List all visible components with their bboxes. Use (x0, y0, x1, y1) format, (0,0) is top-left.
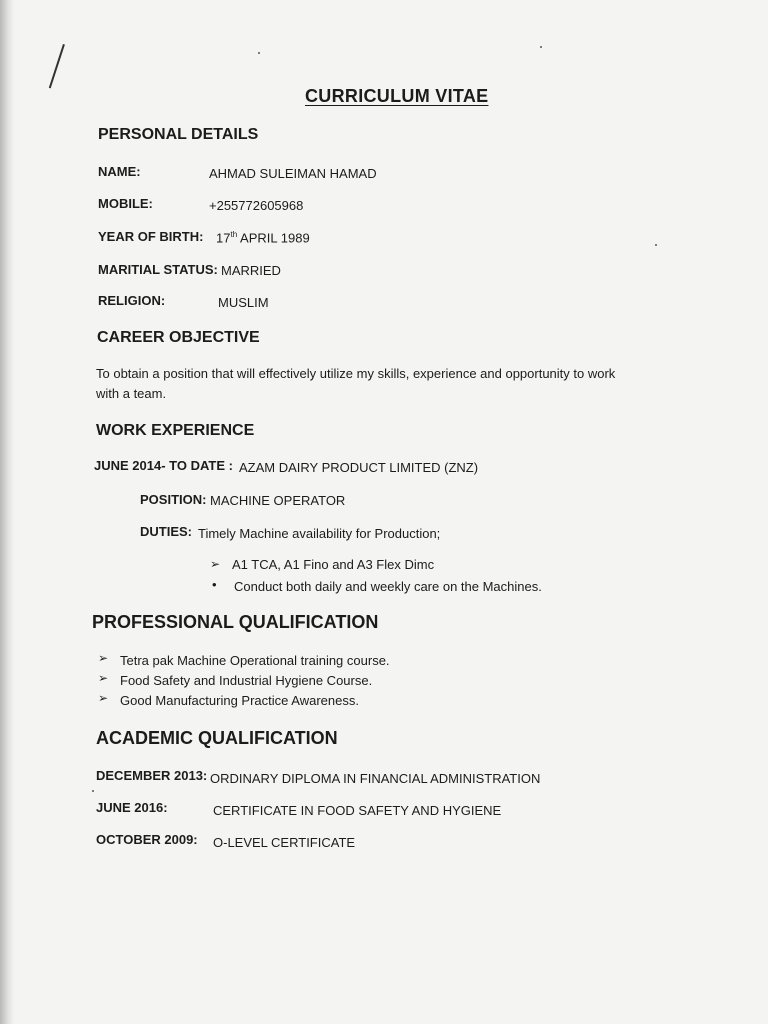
duties-value: Timely Machine availability for Production; (198, 526, 441, 541)
mobile-label: MOBILE: (98, 196, 153, 211)
work-period: JUNE 2014- TO DATE : (94, 458, 233, 473)
name-value: AHMAD SULEIMAN HAMAD (209, 166, 377, 181)
arrow-bullet-icon: ➢ (98, 651, 109, 665)
position-value: MACHINE OPERATOR (210, 493, 346, 508)
page-title: CURRICULUM VITAE (305, 86, 489, 106)
professional-item-1: Tetra pak Machine Operational training course. (120, 653, 390, 668)
career-line-2: with a team. (96, 386, 167, 401)
religion-value: MUSLIM (218, 295, 269, 310)
pen-mark (49, 44, 65, 88)
scan-speck (258, 52, 260, 54)
birth-label: YEAR OF BIRTH: (98, 229, 204, 244)
personal-details-heading: PERSONAL DETAILS (98, 126, 259, 143)
birth-suffix: th (230, 230, 238, 239)
arrow-bullet-icon: ➢ (98, 691, 109, 705)
religion-label: RELIGION: (98, 293, 166, 308)
career-line-1: To obtain a position that will effectively utilize my skills, experience and opportunity to work (96, 366, 616, 381)
duty-item-1: A1 TCA, A1 Fino and A3 Flex Dimc (232, 557, 435, 572)
mobile-value: +255772605968 (209, 198, 304, 213)
arrow-bullet-icon: ➢ (98, 671, 109, 685)
academic-heading: ACADEMIC QUALIFICATION (96, 728, 338, 748)
professional-item-2: Food Safety and Industrial Hygiene Course. (120, 673, 373, 688)
name-label: NAME: (98, 164, 141, 179)
marital-value: MARRIED (221, 263, 281, 278)
career-objective-heading: CAREER OBJECTIVE (97, 329, 260, 346)
academic-date-3: OCTOBER 2009: (96, 832, 198, 847)
work-experience-heading: WORK EXPERIENCE (96, 422, 255, 439)
scan-speck (92, 790, 94, 792)
duties-label: DUTIES: (140, 524, 192, 539)
arrow-bullet-icon: ➢ (210, 557, 221, 571)
scan-speck (540, 46, 542, 48)
work-company: AZAM DAIRY PRODUCT LIMITED (ZNZ) (239, 460, 479, 475)
scan-speck (655, 244, 657, 246)
professional-heading: PROFESSIONAL QUALIFICATION (92, 612, 379, 632)
academic-detail-2: CERTIFICATE IN FOOD SAFETY AND HYGIENE (213, 803, 502, 818)
duty-item-2: Conduct both daily and weekly care on the Machines. (234, 579, 542, 594)
academic-detail-3: O-LEVEL CERTIFICATE (213, 835, 356, 850)
position-label: POSITION: (140, 492, 207, 507)
professional-item-3: Good Manufacturing Practice Awareness. (120, 693, 359, 708)
birth-day: 17 (216, 230, 231, 246)
academic-date-2: JUNE 2016: (96, 800, 168, 815)
birth-month-year: APRIL 1989 (240, 230, 310, 246)
dot-bullet-icon: • (212, 577, 217, 592)
academic-detail-1: ORDINARY DIPLOMA IN FINANCIAL ADMINISTRATION (210, 771, 541, 786)
scan-edge-shadow (0, 0, 14, 1024)
academic-date-1: DECEMBER 2013: (96, 768, 208, 783)
marital-label: MARITIAL STATUS: (98, 262, 218, 277)
birth-value (216, 230, 310, 245)
